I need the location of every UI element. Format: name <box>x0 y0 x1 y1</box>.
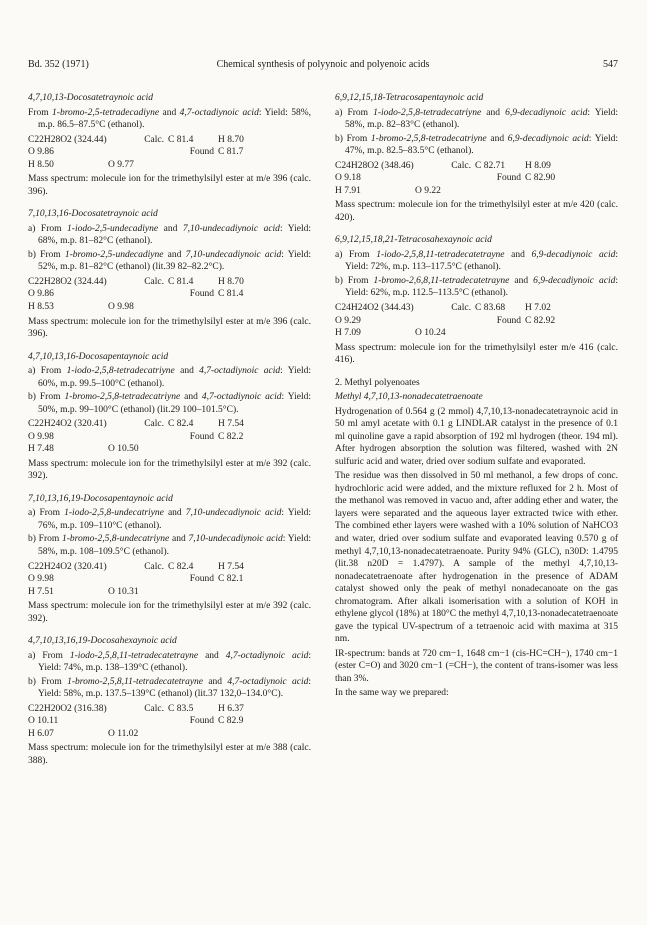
procedure-text: From <box>42 650 70 661</box>
procedure-line <box>335 249 618 274</box>
procedure-text: : Yield: 60%, m.p. 99.5–100°C (ethanol). <box>38 366 311 389</box>
item-label: b) <box>28 676 42 687</box>
calc-value: O 9.86 <box>28 289 54 300</box>
procedure-text: : Yield: 62%, m.p. 112.5–113.5°C (ethanol). <box>345 275 618 299</box>
procedure-text: : Yield: 72%, m.p. 113–117.5°C (ethanol). <box>345 249 618 273</box>
compound-section <box>28 493 311 625</box>
found-value: Found <box>189 716 214 727</box>
procedure-text: and <box>203 676 228 687</box>
procedure-text: : Yield: 52%, m.p. 81–82°C (ethanol) (lit.39 82–82.2°C). <box>38 249 311 273</box>
found-value: H 7.48 <box>28 444 54 455</box>
item-label: a) <box>335 249 349 260</box>
procedure-text: : Yield: 47%, m.p. 82.5–83.5°C (ethanol). <box>345 133 618 157</box>
reagent-name: 7,10-undecadiynoic acid <box>188 534 283 545</box>
calc-value: C 82.71 <box>475 160 506 171</box>
found-value: Found <box>189 431 214 442</box>
molecular-formula: C22H28O2 (324.44) <box>28 276 107 287</box>
found-value: C 81.4 <box>218 289 244 300</box>
left-column <box>28 92 311 778</box>
formula-spacer <box>108 431 164 444</box>
found-value: C 82.2 <box>218 431 244 442</box>
item-label: b) <box>28 392 40 403</box>
reagent-name: 1-iodo-2,5,8,11-tetradecatetrayne <box>376 249 505 260</box>
found-value: O 10.50 <box>108 444 139 455</box>
compound-section <box>335 234 618 366</box>
found-value: H 8.53 <box>28 301 54 312</box>
reagent-name: 6,9-decadiynoic acid <box>505 107 588 118</box>
reagent-name: 1-iodo-2,5,8-tetradecatriyne <box>66 366 175 377</box>
procedure-text: and <box>509 275 534 286</box>
found-value: H 7.51 <box>28 586 54 597</box>
found-value: O 9.77 <box>108 159 134 170</box>
reagent-name: 1-bromo-2,6,8,11-tetradecatetrayne <box>373 275 510 286</box>
procedure-text: From <box>347 107 374 118</box>
reagent-name: 1-iodo-2,5,8,11-tetradecatetrayne <box>69 650 199 661</box>
molecular-formula: C22H20O2 (316.38) <box>28 703 107 714</box>
compound-section <box>28 208 311 340</box>
procedure-text: and <box>481 107 506 118</box>
procedure-line <box>335 275 618 300</box>
compound-title: 7,10,13,16-Docosatetraynoic acid <box>28 209 158 220</box>
reagent-name: 1-bromo-2,5,8-tetradecatriyne <box>64 392 181 403</box>
procedure-text: and <box>169 534 189 545</box>
procedure-text: From <box>40 249 65 260</box>
procedure-text: : Yield: 58%, m.p. 86.5–87.5°C (ethanol). <box>38 107 312 131</box>
procedure-text: : Yield: 58%, m.p. 108–109.5°C (ethanol). <box>38 534 311 557</box>
procedure-line <box>28 391 311 416</box>
item-label: b) <box>335 275 348 286</box>
procedure-text: : Yield: 58%, m.p. 137.5–139°C (ethanol) (lit.37 132,0–134.0°C). <box>38 676 312 700</box>
calc-value: O 9.18 <box>335 173 361 184</box>
compound-title: 7,10,13,16,19-Docosapentaynoic acid <box>28 493 173 504</box>
found-value: C 82.1 <box>218 574 244 585</box>
calc-value: O 9.98 <box>28 431 54 442</box>
mass-spectrum-note: Mass spectrum: molecule ion for the trimethylsilyl ester at m/e 396 (calc. 396). <box>28 316 311 340</box>
molecular-formula: C22H24O2 (320.41) <box>28 419 107 430</box>
procedure-text: From <box>40 366 67 377</box>
body-paragraph: The residue was then dissolved in 50 ml methanol, a few drops of conc. hydrochloric acid were added, and the mixture refluxed for 2 h. Most of the methanol was removed in vacuo and, after adding ether and water, the layers were separated and the aqueous layer extracted twice with ether. The combined ether layers were washed with a 10% solution of NaHCO3 and water, dried over sodium sulfate and evaporated leaving 0.570 g of methyl 4,7,10,13-nonadecatetraenoate. Purity 94% (GLC), n30D: 1.4795 (lit.38 n20D = 1.4797). A sample of the methyl 4,7,10,13-nonadecatetraenoate after hydrogenation in the presence of ADAM catalyst showed only the peak of methyl nonadecanoate on the gas chromatogram. After alkali isomerisation with a solution of KOH in ethylene glycol (18%) at 180°C the methyl 4,7,10,13-nonadecatetraenoate gave the typical UV-spectrum of a tetraenoic acid with maxima at 315 nm. <box>335 471 618 645</box>
procedure-line <box>28 650 311 675</box>
mass-spectrum-note: Mass spectrum: molecule ion for the trimethylsilyl ester at m/e 392 (calc. 392). <box>28 601 311 624</box>
reagent-name: 4,7-octadiynoic acid <box>227 676 309 687</box>
molecular-formula: C24H24O2 (344.43) <box>335 302 414 313</box>
calc-value: O 9.98 <box>28 574 54 585</box>
item-label: b) <box>28 249 41 260</box>
compound-section <box>28 351 311 483</box>
found-value: O 10.24 <box>415 328 446 339</box>
formula-spacer <box>108 288 164 301</box>
compound-title: 6,9,12,15,18-Tetracosapentaynoic acid <box>335 93 484 103</box>
procedure-text: : Yield: 74%, m.p. 138–139°C (ethanol). <box>38 650 311 674</box>
mass-spectrum-note: Mass spectrum: molecule ion for the trimethylsilyl ester at m/e 392 (calc. 392). <box>28 458 311 482</box>
procedure-text: and <box>504 249 532 260</box>
compound-title: 4,7,10,13,16-Docosapentaynoic acid <box>28 351 169 362</box>
calc-value: O 9.29 <box>335 315 361 326</box>
calc-value: C 82.4 <box>168 419 194 430</box>
reagent-name: 4,7-octadiynoic acid <box>179 107 259 118</box>
procedure-text: From <box>347 275 374 286</box>
procedure-text: : Yield: 76%, m.p. 109–110°C (ethanol). <box>38 508 311 531</box>
reagent-name: 4,7-octadiynoic acid <box>225 650 309 661</box>
page-number: 547 <box>603 59 618 70</box>
reagent-name: 4,7-octadiynoic acid <box>201 392 282 403</box>
reagent-name: 1-bromo-2,5,8-undecatriyne <box>61 534 170 545</box>
found-value: O 9.22 <box>415 185 441 196</box>
calc-value: Calc. <box>451 302 471 313</box>
running-title: Chemical synthesis of polyynoic and polyenoic acids <box>216 59 430 70</box>
found-value: C 82.92 <box>525 315 556 326</box>
reagent-name: 6,9-decadiynoic acid <box>531 249 616 260</box>
procedure-text: : Yield: 58%, m.p. 82–83°C (ethanol). <box>345 107 618 131</box>
reagent-name: 1-bromo-2,5-undecadiyne <box>64 249 164 260</box>
procedure-text: From <box>349 249 377 260</box>
mass-spectrum-note: Mass spectrum: molecule ion for the trimethylsilyl ester at m/e 396 (calc. 396). <box>28 174 311 197</box>
running-header <box>28 58 618 72</box>
calc-value: H 8.09 <box>525 160 551 171</box>
procedure-text: and <box>174 366 200 377</box>
found-value: O 10.31 <box>108 586 139 597</box>
section-heading: 2. Methyl polyenoates <box>335 377 420 388</box>
procedure-text: From <box>346 133 371 144</box>
molecular-formula: C24H28O2 (348.46) <box>335 160 414 171</box>
mass-spectrum-note: Mass spectrum: molecule ion for the trimethylsilyl ester at m/e 420 (calc. 420). <box>335 200 618 223</box>
reagent-name: 7,10-undecadiynoic acid <box>182 223 280 234</box>
calc-value: Calc. <box>451 160 471 171</box>
compound-section <box>335 92 618 224</box>
procedure-text: : Yield: 50%, m.p. 99–100°C (ethanol) (lit.29 100–101.5°C). <box>38 392 312 415</box>
formula-spacer <box>415 315 471 328</box>
procedure-text: and <box>486 133 508 144</box>
calc-value: C 81.4 <box>168 134 194 145</box>
item-label: a) <box>335 107 348 118</box>
formula-spacer <box>108 573 164 586</box>
procedure-line <box>28 533 311 558</box>
calc-value: H 7.02 <box>525 302 551 313</box>
compound-title: 4,7,10,13,16,19-Docosahexaynoic acid <box>28 636 177 647</box>
procedure-text: and <box>158 223 183 234</box>
molecular-formula: C22H28O2 (324.44) <box>28 134 107 145</box>
procedure-text: From <box>41 676 68 687</box>
item-label: b) <box>28 534 39 545</box>
procedure-text: From <box>39 392 65 403</box>
procedure-text: From <box>39 508 65 519</box>
calc-value: H 7.54 <box>218 561 244 572</box>
found-value: H 7.91 <box>335 185 361 196</box>
calc-value: O 9.86 <box>28 147 54 158</box>
procedure-text: From <box>38 534 62 545</box>
molecular-formula: C22H24O2 (320.41) <box>28 561 107 572</box>
item-label: b) <box>335 133 347 144</box>
compound-section <box>28 92 311 198</box>
reagent-name: 6,9-decadiynoic acid <box>507 133 589 144</box>
found-value: Found <box>189 147 214 158</box>
elemental-analysis <box>335 302 618 340</box>
reagent-name: 1-bromo-2,5-tetradecadiyne <box>52 107 160 118</box>
reagent-name: 1-iodo-2,5-undecadiyne <box>67 223 159 234</box>
procedure-text: and <box>198 650 226 661</box>
item-label: a) <box>28 650 43 661</box>
reagent-name: 7,10-undecadiynoic acid <box>185 508 282 519</box>
calc-value: H 8.70 <box>218 276 244 287</box>
reagent-name: 6,9-decadiynoic acid <box>533 275 616 286</box>
found-value: H 8.50 <box>28 159 54 170</box>
calc-value: H 6.37 <box>218 703 244 714</box>
mass-spectrum-note: Mass spectrum: molecule ion for the trimethylsilyl ester m/e 416 (calc. 416). <box>335 342 618 366</box>
calc-value: Calc. <box>144 703 164 714</box>
found-value: O 9.98 <box>108 301 134 312</box>
procedure-line <box>28 676 311 701</box>
item-label: a) <box>28 366 41 377</box>
elemental-analysis <box>335 160 618 198</box>
procedure-line <box>28 249 311 274</box>
elemental-analysis <box>28 134 311 172</box>
procedure-line <box>335 107 618 132</box>
volume-label: Bd. 352 (1971) <box>28 59 89 70</box>
item-label: a) <box>28 223 41 234</box>
found-value: H 6.07 <box>28 728 54 739</box>
calc-value: Calc. <box>144 276 164 287</box>
procedure-text: : Yield: 68%, m.p. 81–82°C (ethanol). <box>38 223 311 247</box>
item-label: a) <box>28 508 40 519</box>
formula-spacer <box>415 172 471 185</box>
procedure-line <box>335 133 618 158</box>
found-value: Found <box>496 315 521 326</box>
body-paragraph: Hydrogenation of 0.564 g (2 mmol) 4,7,10,13-nonadecatetraynoic acid in 50 ml amyl acetate with 0.1 g LINDLAR catalyst in the presence of 0.1 ml quinoline gave a rapid absorption of 192 ml hydrogen (theor. 194 ml). After hydrogen absorption the solution was filtered, washed with 2N sulfuric acid and water, dried over sodium sulfate and evaporated. <box>335 406 618 467</box>
reagent-name: 4,7-octadiynoic acid <box>199 366 281 377</box>
elemental-analysis <box>28 703 311 741</box>
elemental-analysis <box>28 276 311 314</box>
mass-spectrum-note: Mass spectrum: molecule ion for the trimethylsilyl ester at m/e 388 (calc. 388). <box>28 743 311 766</box>
reagent-name: 1-iodo-2,5,8-tetradecatriyne <box>373 107 482 118</box>
calc-value: C 83.68 <box>475 302 506 313</box>
found-value: H 7.09 <box>335 328 361 339</box>
found-value: C 81.7 <box>218 147 244 158</box>
reagent-name: 7,10-undecadiynoic acid <box>185 249 282 260</box>
calc-value: Calc. <box>144 134 164 145</box>
compound-title: 4,7,10,13-Docosatetraynoic acid <box>28 93 154 103</box>
calc-value: Calc. <box>144 561 164 572</box>
formula-spacer <box>108 146 164 159</box>
found-value: C 82.9 <box>218 716 244 727</box>
calc-value: O 10.11 <box>28 716 59 727</box>
procedure-text: and <box>163 508 186 519</box>
procedure-text: and <box>163 249 186 260</box>
procedure-line <box>28 223 311 248</box>
calc-value: H 7.54 <box>218 419 244 430</box>
section-subtitle: Methyl 4,7,10,13-nonadecatetraenoate <box>335 392 483 403</box>
procedure-text: From <box>28 107 53 118</box>
elemental-analysis <box>28 418 311 456</box>
compound-section <box>28 635 311 767</box>
calc-value: Calc. <box>144 419 164 430</box>
elemental-analysis <box>28 561 311 599</box>
calc-value: H 8.70 <box>218 134 244 145</box>
reagent-name: 1-bromo-2,5,8-tetradecatriyne <box>370 133 487 144</box>
reagent-name: 1-iodo-2,5,8-undecatriyne <box>64 508 164 519</box>
procedure-line <box>28 365 311 390</box>
procedure-text: and <box>180 392 202 403</box>
body-paragraph: IR-spectrum: bands at 720 cm−1, 1648 cm−1 (cis-HC=CH−), 1740 cm−1 (ester C=O) and 3020 cm−1 (=CH−), the content of trans-isomer was less than 3%. <box>335 648 618 684</box>
found-value: Found <box>189 289 214 300</box>
found-value: Found <box>189 574 214 585</box>
reagent-name: 1-bromo-2,5,8,11-tetradecatetrayne <box>67 676 204 687</box>
formula-spacer <box>108 715 164 728</box>
compound-title: 6,9,12,15,18,21-Tetracosahexaynoic acid <box>335 235 492 246</box>
procedure-line <box>28 507 311 532</box>
procedure-text: and <box>159 107 180 118</box>
right-column <box>335 92 618 702</box>
calc-value: C 81.4 <box>168 276 194 287</box>
calc-value: C 83.5 <box>168 703 194 714</box>
procedure-line <box>28 107 311 132</box>
found-value: Found <box>496 173 521 184</box>
found-value: C 82.90 <box>525 173 556 184</box>
body-paragraph: In the same way we prepared: <box>335 688 449 699</box>
found-value: O 11.02 <box>108 728 139 739</box>
calc-value: C 82.4 <box>168 561 194 572</box>
procedure-text: From <box>40 223 68 234</box>
